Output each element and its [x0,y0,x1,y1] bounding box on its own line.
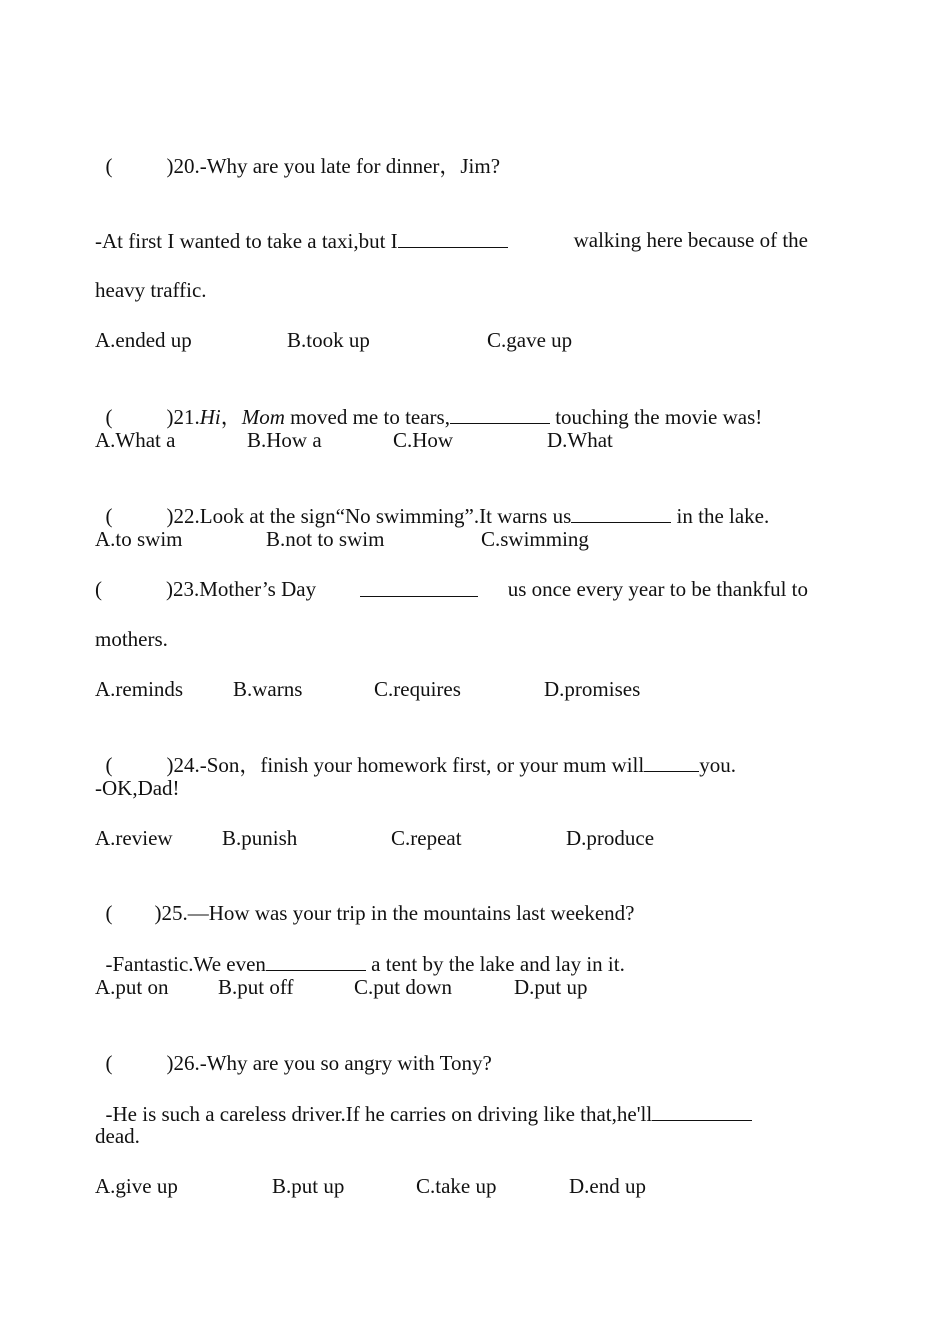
question-25-stem: ( )25.—How was your trip in the mountains last weekend? [105,901,635,925]
option-b: B.punish [222,826,298,850]
option-b: B.put off [218,975,294,999]
question-26-line3: dead. [95,1124,140,1148]
answer-blank[interactable] [652,1100,752,1121]
option-c: C.repeat [391,826,462,850]
option-a: A.put on [95,975,169,999]
question-23-stem: ( )23.Mother’s Day us once every year to be thankful to [95,577,808,601]
option-d: D.end up [569,1174,646,1198]
answer-paren-open: ( [105,154,113,178]
question-21-stem: ( )21.Hi，Mom moved me to tears, touching the movie was! [105,405,763,429]
option-a: A.What a [95,428,176,452]
option-b: B.How a [247,428,322,452]
answer-blank[interactable] [450,403,550,424]
option-c: C.requires [374,677,461,701]
option-c: C.gave up [487,328,573,352]
answer-blank[interactable] [571,502,671,523]
question-20-line2: -At first I wanted to take a taxi,but I walking here because of the [95,228,808,253]
option-b: B.put up [272,1174,345,1198]
option-a: A.give up [95,1174,178,1198]
answer-blank[interactable] [360,576,478,597]
option-b: B.warns [233,677,303,701]
option-a: A.ended up [95,328,192,352]
option-c: C.take up [416,1174,497,1198]
option-b: B.took up [287,328,370,352]
answer-blank[interactable] [398,227,508,248]
question-24-stem: ( )24.-Son，finish your homework first, or your mum will you. [105,753,736,777]
option-d: D.put up [514,975,588,999]
option-c: C.swimming [481,527,589,551]
option-d: D.promises [544,677,641,701]
question-24-line2: -OK,Dad! [95,776,180,800]
answer-blank[interactable] [266,950,366,971]
option-b: B.not to swim [266,527,385,551]
option-a: A.review [95,826,173,850]
option-c: C.put down [354,975,453,999]
option-c: C.How [393,428,454,452]
question-22-stem: ( )22.Look at the sign“No swimming”.It warns us in the lake. [105,504,770,528]
question-26-stem: ( )26.-Why are you so angry with Tony? [105,1051,492,1075]
option-a: A.to swim [95,527,183,551]
question-23-line2: mothers. [95,627,168,651]
question-25-line2: -Fantastic.We even a tent by the lake and lay in it. [105,952,625,976]
option-a: A.reminds [95,677,184,701]
option-d: D.What [547,428,613,452]
question-20-stem: ( )20.-Why are you late for dinner，Jim? [105,154,501,178]
option-d: D.produce [566,826,655,850]
question-26-line2: -He is such a careless driver.If he carries on driving like that,he'll [95,1074,752,1127]
question-20-line3: heavy traffic. [95,278,207,302]
answer-blank[interactable] [644,751,699,772]
